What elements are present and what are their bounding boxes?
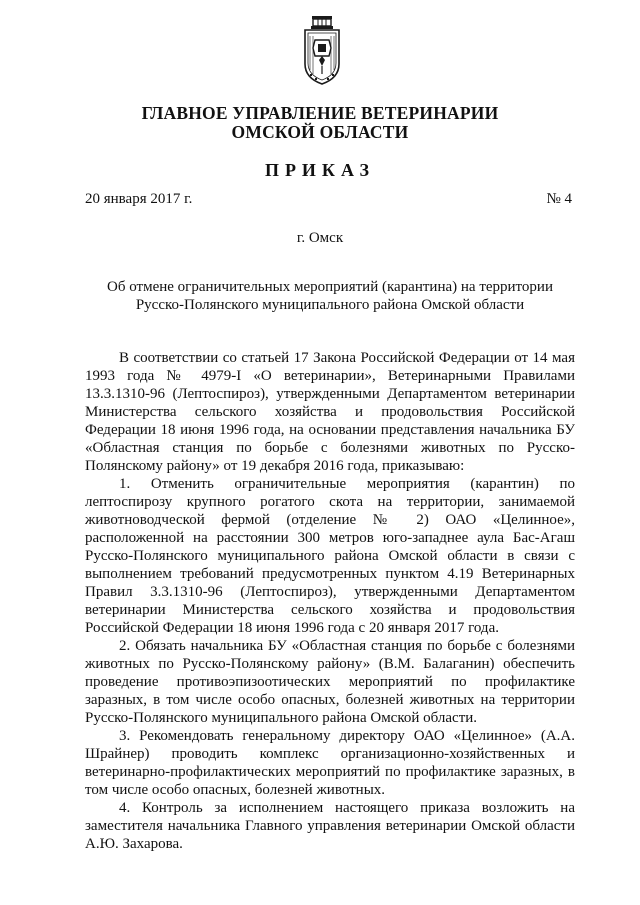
organization-title-line1: ГЛАВНОЕ УПРАВЛЕНИЕ ВЕТЕРИНАРИИ [141,103,499,123]
order-number: № 4 [546,191,572,207]
omsk-coat-of-arms-icon [298,14,346,90]
order-subject-line1: Об отмене ограничительных мероприятий (карантина) на территории [107,279,553,295]
order-date: 20 января 2017 г. [85,191,193,207]
clause-paragraph-1: 1. Отменить ограничительные мероприятия (карантин) по лептоспирозу крупного рогатого скота на территории, занимаемой животноводческой фермой (отделение № 2) ОАО «Целинное», расположенной на расстоянии 300 метров юго-западнее аула Бас-Агаш Русско-Полянского муниципального района Омской области в связи с выполнением требований предусмотренных пунктом 4.19 Ветеринарных Правил 3.3.1310-96 (Лептоспироз), утвержденными Департаментом ветеринарии Министерства сельского хозяйства и продовольствия Российской Федерации 18 июня 1996 года с 20 января 2017 года. [85,476,575,636]
clause-paragraph-4: 4. Контроль за исполнением настоящего приказа возложить на заместителя начальника Главного управления ветеринарии Омской области А.Ю. Захарова. [85,800,575,852]
organization-title-line2: ОМСКОЙ ОБЛАСТИ [231,122,409,142]
organization-title [0,104,640,142]
issue-city: г. Омск [296,230,344,246]
order-subject-line2: Русско-Полянского муниципального района Омской области [135,297,525,313]
clause-paragraph-3: 3. Рекомендовать генеральному директору ОАО «Целинное» (А.А. Шрайнер) проводить комплекс организационно-хозяйственных и ветеринарно-профилактических мероприятий по профилактике заразных, в том числе особо опасных, болезней животных. [85,728,575,798]
preamble-paragraph: В соответствии со статьей 17 Закона Российской Федерации от 14 мая 1993 года № 4979-I «О ветеринарии», Ветеринарными Правилами 13.3.1310-96 (Лептоспироз), утвержденными Департаментом ветеринарии Министерства сельского хозяйства и продовольствия Российской Федерации 18 июня 1996 года, на основании представления начальника БУ «Областная станция по борьбе с болезнями животных по Русско-Полянскому району» от 19 декабря 2016 года, приказываю: [85,350,575,474]
order-subject [85,278,575,314]
document-type-heading: ПРИКАЗ [264,160,376,180]
clause-paragraph-2: 2. Обязать начальника БУ «Областная станция по борьбе с болезнями животных по Русско-Полянскому району» (В.М. Балаганин) обеспечить проведение противоэпизоотических мероприятий по профилактике заразных, в том числе особо опасных, болезней животных на территории Русско-Полянского муниципального района Омской области. [85,638,575,726]
date-number-line [85,191,572,208]
order-body [85,349,575,853]
